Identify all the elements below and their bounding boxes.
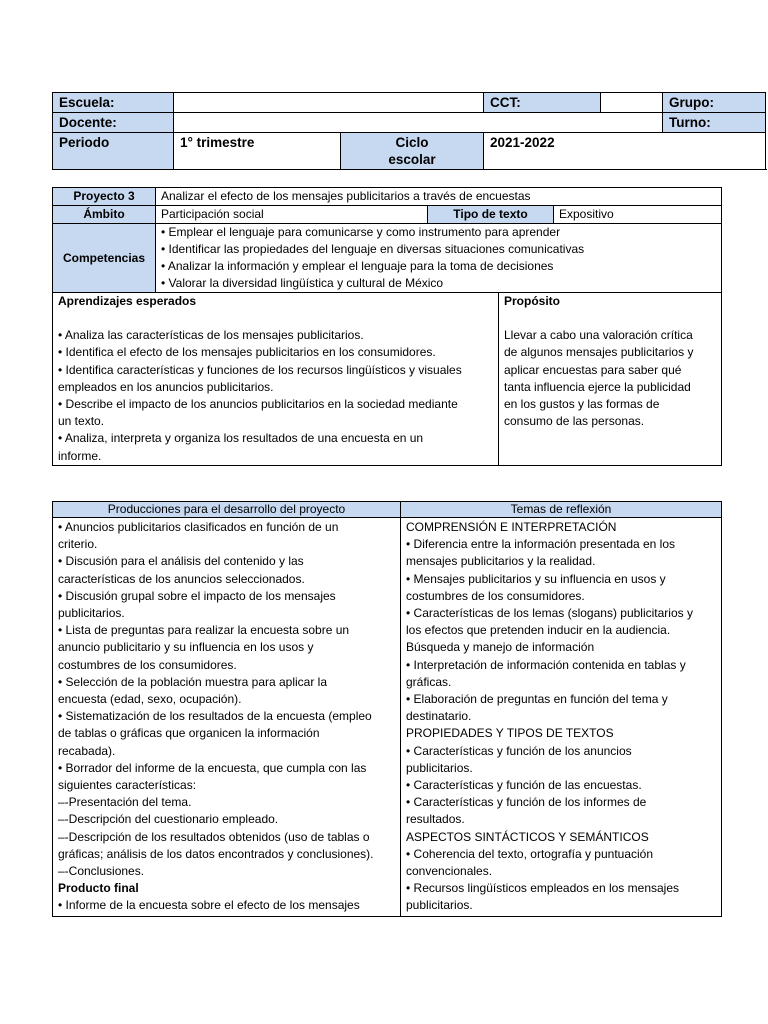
production-line: recabada). [58,743,116,758]
aprendizaje-line: • Describe el impacto de los anuncios publicitarios en la sociedad mediante [58,397,458,412]
tema-line: resultados. [406,812,465,827]
productions-table [52,501,722,917]
proyecto-title: Analizar el efecto de los mensajes publicitarios a través de encuestas [156,188,722,206]
tema-line: • Características y función de las encuestas. [406,778,642,793]
grupo-label: Grupo: [663,93,766,113]
competencia-item: • Identificar las propiedades del lenguaje en diversas situaciones comunicativas [161,242,585,256]
aprendizaje-line: • Analiza, interpreta y organiza los resultados de una encuesta en un [58,431,424,446]
competencia-item: • Analizar la información y emplear el lenguaje para la toma de decisiones [161,259,554,273]
proyecto-label: Proyecto 3 [53,188,156,206]
production-line: características de los anuncios seleccionados. [58,571,305,586]
aprendizaje-line: informe. [58,448,102,463]
tema-line: • Diferencia entre la información presentada en los [406,537,676,552]
aprendizaje-line: empleados en los anuncios publicitarios. [58,379,274,394]
ciclo-label [341,133,484,170]
tema-line: • Elaboración de preguntas en función del tema y [406,692,668,707]
docente-label: Docente: [53,113,174,133]
tema-line: ASPECTOS SINTÁCTICOS Y SEMÁNTICOS [406,829,649,844]
ciclo-label-line1: Ciclo [395,135,429,150]
production-line: criterio. [58,537,98,552]
header-info-table [52,92,766,170]
production-line: • Discusión grupal sobre el impacto de los mensajes [58,588,336,603]
production-line: gráficas; análisis de los datos encontrados y conclusiones). [58,846,374,861]
aprendizaje-line: • Analiza las características de los mensajes publicitarios. [58,328,364,343]
productions-header: Producciones para el desarrollo del proyecto [53,502,401,518]
escuela-field[interactable] [174,93,484,113]
proposito-label: Propósito [504,294,560,308]
tema-line: • Recursos lingüísticos empleados en los mensajes [406,881,679,896]
cct-field[interactable] [601,93,663,113]
production-line: • Borrador del informe de la encuesta, que cumpla con las [58,760,367,775]
tema-line: • Interpretación de información contenida en tablas y [406,657,686,672]
tema-line: • Características y función de los anuncios [406,743,632,758]
production-line: –-Presentación del tema. [58,795,192,810]
tema-line: costumbres de los consumidores. [406,588,585,603]
tema-line: mensajes publicitarios y la realidad. [406,554,596,569]
tema-line: COMPRENSIÓN E INTERPRETACIÓN [406,520,617,534]
production-line: • Lista de preguntas para realizar la encuesta sobre un [58,623,350,638]
aprendizaje-line: • Identifica características y funciones de los recursos lingüísticos y visuales [58,362,462,377]
production-line: anuncio publicitario y su influencia en los usos y [58,640,314,655]
tema-line: los efectos que pretenden inducir en la audiencia. [406,623,671,638]
tipo-texto-label: Tipo de texto [428,206,554,224]
tema-line: • Características de los lemas (slogans) publicitarios y [406,606,693,621]
producto-final-label: Producto final [58,881,139,896]
proposito-line: aplicar encuestas para saber qué [504,362,682,377]
ciclo-value: 2021-2022 [484,133,766,170]
production-line: –-Descripción de los resultados obtenidos (uso de tablas o [58,829,370,844]
production-line: • Sistematización de los resultados de la encuesta (empleo [58,709,372,724]
proposito-line: en los gustos y las formas de [504,397,660,412]
production-line: costumbres de los consumidores. [58,657,237,672]
production-line: de tablas o gráficas que organicen la información [58,726,320,741]
cct-label: CCT: [484,93,601,113]
periodo-value: 1° trimestre [174,133,341,170]
spacer [504,310,716,327]
proposito-cell [499,293,722,466]
proposito-line: de algunos mensajes publicitarios y [504,345,694,360]
escuela-label: Escuela: [53,93,174,113]
production-line: siguientes características: [58,778,197,793]
temas-list [401,518,722,917]
temas-header: Temas de reflexión [401,502,722,518]
turno-label: Turno: [663,113,766,133]
tema-line: PROPIEDADES Y TIPOS DE TEXTOS [406,726,614,741]
competencia-item: • Valorar la diversidad lingüística y cultural de México [161,276,444,290]
aprendizaje-line: • Identifica el efecto de los mensajes publicitarios en los consumidores. [58,345,436,360]
production-line: –-Conclusiones. [58,864,145,879]
tema-line: publicitarios. [406,760,473,775]
proposito-line: tanta influencia ejerce la publicidad [504,379,691,394]
tema-line: publicitarios. [406,898,473,913]
ambito-label: Ámbito [53,206,156,224]
tema-line: gráficas. [406,674,452,689]
production-line: • Anuncios publicitarios clasificados en función de un [58,520,339,534]
aprendizajes-cell [53,293,499,466]
periodo-label: Periodo [53,133,174,170]
tema-line: destinatario. [406,709,472,724]
tema-line: • Mensajes publicitarios y su influencia en usos y [406,571,666,586]
production-line: encuesta (edad, sexo, ocupación). [58,692,242,707]
competencias-label: Competencias [53,224,156,293]
spacer [58,310,493,327]
competencias-list [156,224,722,293]
production-line: –-Descripción del cuestionario empleado. [58,812,279,827]
productions-list [53,518,401,917]
tema-line: • Características y función de los informes de [406,795,647,810]
aprendizaje-line: un texto. [58,414,105,429]
tema-line: Búsqueda y manejo de información [406,640,595,655]
producto-final-line: • Informe de la encuesta sobre el efecto de los mensajes [58,898,360,913]
production-line: publicitarios. [58,606,125,621]
production-line: • Selección de la población muestra para aplicar la [58,674,328,689]
production-line: • Discusión para el análisis del contenido y las [58,554,304,569]
proposito-line: consumo de las personas. [504,414,645,429]
tipo-texto-value: Expositivo [554,206,722,224]
aprendizajes-label: Aprendizajes esperados [58,294,197,308]
tema-line: • Coherencia del texto, ortografía y puntuación [406,846,654,861]
proposito-line: Llevar a cabo una valoración crítica [504,328,693,343]
ambito-value: Participación social [156,206,428,224]
docente-field[interactable] [174,113,663,133]
project-table [52,187,722,466]
competencia-item: • Emplear el lenguaje para comunicarse y como instrumento para aprender [161,225,561,239]
ciclo-label-line2: escolar [388,152,436,167]
tema-line: convencionales. [406,864,493,879]
